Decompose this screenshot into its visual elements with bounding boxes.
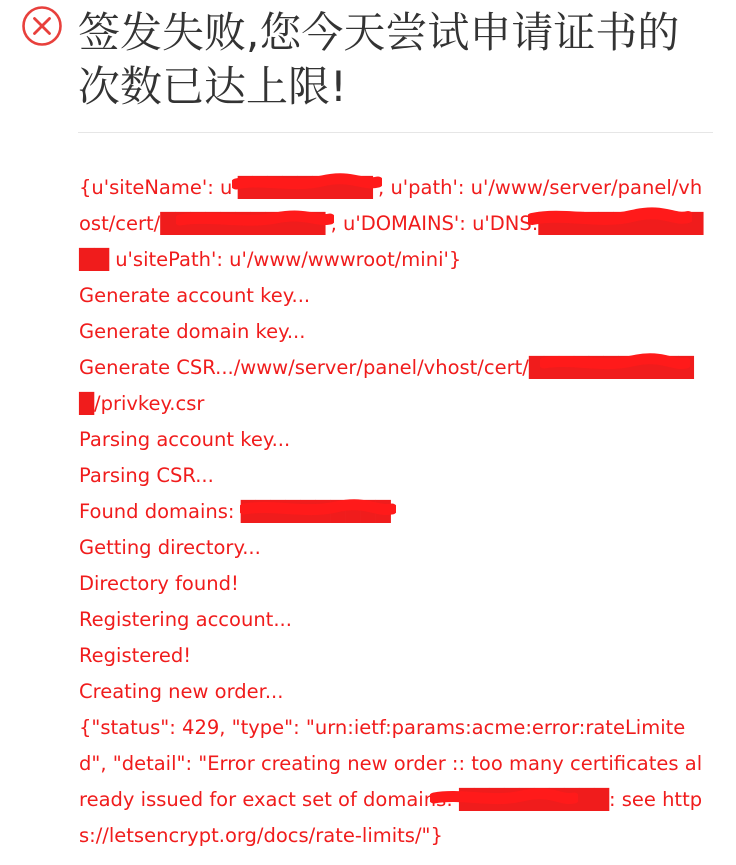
log-line: {"status": 429, "type": "urn:ietf:params:acme:error:rateLimited", "detail": "Error creating new order :: too many certificates already issued for exact set of domains: ██████████: see https://letsencrypt.org/docs/rate-limits/"} bbox=[79, 716, 703, 847]
log-line: Registering account... bbox=[79, 608, 292, 631]
log-line: Parsing CSR... bbox=[79, 464, 214, 487]
title-divider bbox=[78, 132, 713, 133]
log-line: Registered! bbox=[79, 644, 192, 667]
log-line: Directory found! bbox=[79, 572, 239, 595]
log-line: Generate CSR.../www/server/panel/vhost/cert/████████████/privkey.csr bbox=[79, 356, 694, 415]
log-line: Found domains: ██████████ bbox=[79, 500, 391, 523]
log-line: {u'siteName': u'█████████', u'path': u'/www/server/panel/vhost/cert/███████████', u'DOMAINS': u'DNS:█████████████ u'sitePath': u'/www/wwwroot/mini'} bbox=[79, 176, 704, 271]
log-line: Creating new order... bbox=[79, 680, 284, 703]
log-output bbox=[79, 170, 709, 854]
log-line: Generate domain key... bbox=[79, 320, 306, 343]
log-line: Parsing account key... bbox=[79, 428, 291, 451]
circle-x-icon bbox=[20, 4, 64, 48]
log-line: Generate account key... bbox=[79, 284, 311, 307]
dialog-title: 签发失败,您今天尝试申请证书的次数已达上限! bbox=[78, 8, 680, 111]
log-line: Getting directory... bbox=[79, 536, 261, 559]
